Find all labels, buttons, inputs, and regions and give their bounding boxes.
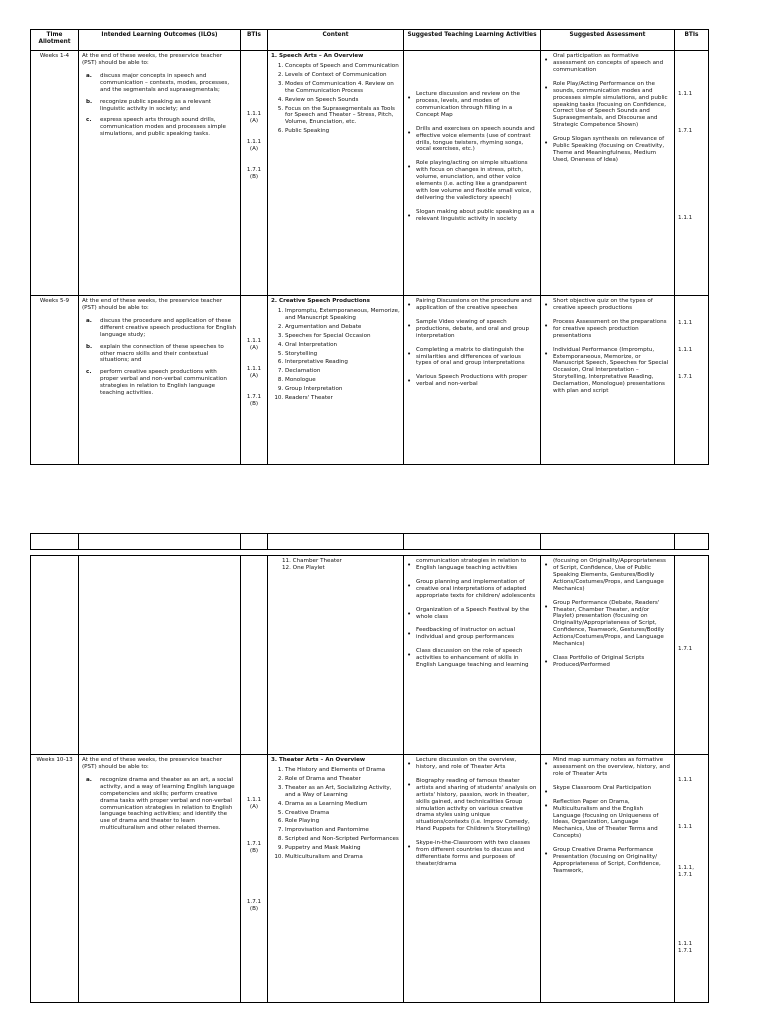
empty-cell: [31, 534, 79, 549]
content-item: 5. Focus on the Suprasegmentals as Tools for Speech and Theater – Stress, Pitch, Volume, Enunciation, etc.: [285, 106, 400, 127]
header-btis-2: BTIs: [675, 30, 708, 51]
content-item: 4. Drama as a Learning Medium: [285, 801, 400, 808]
content-item: 8. Monologue: [285, 377, 400, 384]
empty-cell: [675, 534, 708, 549]
header-btis: BTIs: [241, 30, 268, 51]
activity-item: • communication strategies in relation to English language teaching activities: [407, 558, 537, 572]
content-item: 5. Creative Drama: [285, 810, 400, 817]
bti-code: 1.7.1 (B): [246, 166, 262, 180]
content-item: 3. Modes of Communication 4. Review on the Communication Process: [285, 81, 400, 95]
ilo-item: a. recognize drama and theater as an art, a social activity, and a way of learning English language competencies and skills; perform creative drama tasks with proper verbal and non-verbal communication strategies in relation to English language teaching activities; and identify the use of drama and theater to learn multiculturalism and other related themes.: [86, 776, 235, 832]
header-time: Time Allotment: [31, 30, 79, 51]
assessment-cell: [541, 556, 675, 755]
activity-item: • Lecture discussion and review on the process, levels, and modes of communication through filling in a Concept Map: [407, 91, 537, 119]
empty-cell: [79, 534, 241, 549]
assessment-item: • Class Portfolio of Original Scripts Produced/Performed: [544, 655, 671, 669]
assessment-item: • Oral participation as formative assessment on concepts of speech and communication: [544, 53, 671, 74]
ilo-intro: At the end of these weeks, the preservice teacher (PST) should be able to:: [82, 298, 222, 311]
assessment-item: • Process Assessment on the preparations for creative speech production presentations: [544, 319, 671, 340]
header-activities: Suggested Teaching Learning Activities: [404, 30, 541, 51]
time-allotment: Weeks 5-9: [31, 296, 79, 464]
ilo-cell: [79, 51, 241, 296]
assessment-item: • Role Play/Acting Performance on the sounds, communication modes and processes simple simulations, and public speaking tasks (focusing on Confidence, Correct Use of Speech Sounds and Suprasegmentals, and Discourse and Strategic Competence Shown): [544, 81, 671, 129]
content-title: 3. Theater Arts – An Overview: [271, 757, 366, 763]
bti-code: 1.7.1 (B): [246, 840, 262, 854]
table-header-strip: [30, 533, 709, 550]
bti-cell: [241, 296, 268, 464]
bti-code: 1.1.1 (A): [246, 138, 262, 152]
ilo-item: a. discuss the procedure and application of these different creative speech productions for English language study;: [86, 317, 237, 338]
empty-cell: [241, 556, 268, 755]
time-allotment: Weeks 1-4: [31, 51, 79, 296]
content-item: 12. One Playlet: [282, 564, 325, 571]
content-item: 1. Concepts of Speech and Communication: [285, 63, 400, 70]
activity-item: • Biography reading of famous theater artists and sharing of students' analysis on artists' history, passion, work in theater, skills gained, and technicalities Group simulation activity on various creative drama styles using unique situations/contexts (i.e. Improv Comedy, Hand Puppets for Children's Storytelling): [407, 778, 537, 833]
bti-code: 1.1.1 (A): [246, 365, 262, 379]
bti-cell: [241, 755, 268, 1002]
content-item: 4. Oral Interpretation: [285, 342, 400, 349]
bti-code: 1.1.1: [678, 346, 693, 353]
content-cell: [268, 51, 404, 296]
activity-item: • Role playing/acting on simple situations with focus on changes in stress, pitch, volume, enunciation, and other voice elements (i.e. acting like a grandparent with low volume and flexible small voice, delivering the valedictory speech): [407, 160, 537, 202]
ilo-cell: [79, 296, 241, 464]
empty-cell: [31, 556, 79, 755]
content-item: 7. Improvisation and Pantomime: [285, 827, 400, 834]
content-title: 2. Creative Speech Productions: [271, 298, 370, 304]
ilo-item: b. recognize public speaking as a relevant linguistic activity in society; and: [86, 98, 211, 112]
bti-code: 1.1.1: [678, 91, 693, 97]
bti-code: 1.1.1 1.7.1: [678, 940, 693, 954]
bti-code: 1.7.1: [678, 127, 693, 134]
bti-cell-2: [675, 556, 708, 755]
bti-cell-2: [675, 51, 708, 296]
bti-cell: [241, 51, 268, 296]
bti-code: 1.7.1: [678, 646, 693, 652]
ilo-item: c. perform creative speech productions with proper verbal and non-verbal communication strategies in relation to English language teaching activities.: [86, 369, 227, 397]
activity-item: • Sample Video viewing of speech productions, debate, and oral and group interpretation: [407, 319, 537, 340]
empty-cell: [268, 534, 404, 549]
activity-item: • Class discussion on the role of speech activities to enhancement of skills in English Language teaching and learning: [407, 648, 537, 669]
content-title: 1. Speech Arts – An Overview: [271, 53, 364, 59]
bti-cell-2: [675, 755, 708, 1002]
curriculum-table-page-2: [30, 555, 709, 1003]
assessment-item: • Group Creative Drama Performance Presentation (focusing on Originality/ Appropriateness of Script, Confidence, Teamwork,: [544, 847, 671, 875]
content-item: 8. Scripted and Non-Scripted Performances: [285, 836, 400, 843]
content-item: 6. Role Playing: [285, 818, 400, 825]
bti-code: 1.1.1 (A): [246, 797, 262, 810]
empty-cell: [541, 534, 675, 549]
header-ilos: Intended Learning Outcomes (ILOs): [79, 30, 241, 51]
activity-item: • Feedbacking of instructor on actual individual and group performances: [407, 627, 537, 641]
curriculum-table-page-1: [30, 29, 709, 465]
content-item: 9. Group Interpretation: [285, 386, 400, 393]
content-cell: [268, 296, 404, 464]
bti-code: 1.1.1: [678, 823, 693, 830]
content-item: 9. Puppetry and Mask Making: [285, 845, 400, 852]
assessment-item: • Mind map summary notes as formative assessment on the overview, history, and role of Theater Arts: [544, 757, 671, 778]
assessment-item: • Skype Classroom Oral Participation: [544, 785, 671, 792]
assessment-item: • Reflection Paper on Drama, Multiculturalism and the English Language (focusing on Uniqueness of Ideas, Organization, Language Mechanics, Use of Theater Terms and Concepts): [544, 799, 671, 841]
activity-item: • Various Speech Productions with proper verbal and non-verbal: [407, 374, 537, 388]
content-item: 6. Interpretative Reading: [285, 359, 400, 366]
header-assessment: Suggested Assessment: [541, 30, 675, 51]
content-item: 3. Theater as an Art, Socializing Activity, and a Way of Learning: [285, 785, 400, 799]
content-item: 3. Speeches for Special Occasion: [285, 333, 400, 340]
bti-code: 1.7.1 (B): [246, 393, 262, 407]
content-item: 2. Levels of Context of Communication: [285, 72, 400, 79]
assessment-item: • (focusing on Originality/Appropriateness of Script, Confidence, Use of Public Speaking Elements, Gestures/Bodily Actions/Costumes/Props, and Language Mechanics): [544, 558, 671, 593]
ilo-item: c. express speech arts through sound drills, communication modes and processes simple simulations, and public speaking tasks.: [86, 117, 226, 138]
bti-cell-2: [675, 296, 708, 464]
activity-item: • Skype-in-the-Classroom with two classes from different countries to discuss and differentiate forms and purposes of theater/drama: [407, 840, 537, 868]
content-item: 11. Chamber Theater: [282, 558, 342, 564]
empty-cell: [241, 534, 268, 549]
activity-item: • Organization of a Speech Festival by the whole class: [407, 607, 537, 621]
ilo-item: a. discuss major concepts in speech and communication – contexts, modes, processes, and the segmentals and suprasegmentals;: [86, 72, 230, 93]
content-item: 7. Declamation: [285, 368, 400, 375]
content-item: 10. Readers' Theater: [285, 395, 400, 402]
activity-item: • Drills and exercises on speech sounds and effective voice elements (use of contrast drills, tongue twisters, rhyming songs, vocal exercises, etc.): [407, 126, 537, 154]
content-item: 2. Argumentation and Debate: [285, 324, 400, 331]
bti-code: 1.1.1: [678, 214, 693, 221]
ilo-intro: At the end of these weeks, the preservice teacher (PST) should be able to:: [82, 53, 222, 66]
activity-item: • Group planning and implementation of creative oral interpretations of adapted appropriate texts for children/ adolescents: [407, 579, 537, 600]
activity-item: • Lecture discussion on the overview, history, and role of Theater Arts: [407, 757, 537, 771]
assessment-item: • Short objective quiz on the types of creative speech productions: [544, 298, 671, 312]
activities-cell: [404, 755, 541, 1002]
assessment-item: • Group Slogan synthesis on relevance of Public Speaking (focusing on Creativity, Theme and Meaningfulness, Medium Used, Oneness of Idea): [544, 136, 671, 164]
content-item: 4. Review on Speech Sounds: [285, 97, 400, 104]
activity-item: • Completing a matrix to distinguish the similarities and differences of various types of oral and group interpretations: [407, 347, 537, 368]
bti-code: 1.1.1: [678, 777, 693, 783]
assessment-cell: [541, 51, 675, 296]
time-allotment: Weeks 10-13: [31, 755, 79, 1002]
bti-code: 1.1.1 (A): [246, 111, 262, 124]
content-item: 10. Multiculturalism and Drama: [285, 854, 400, 861]
bti-code: 1.7.1 (B): [246, 898, 262, 912]
content-item: 2. Role of Drama and Theater: [285, 776, 400, 783]
header-content: Content: [268, 30, 404, 51]
bti-code: 1.1.1: [678, 320, 693, 326]
empty-cell: [79, 556, 241, 755]
content-cell: [268, 755, 404, 1002]
activities-cell: [404, 51, 541, 296]
assessment-cell: [541, 296, 675, 464]
activities-cell: [404, 296, 541, 464]
assessment-cell: [541, 755, 675, 1002]
activities-cell: [404, 556, 541, 755]
activity-item: • Pairing Discussions on the procedure and application of the creative speeches: [407, 298, 537, 312]
assessment-item: • Individual Performance (Impromptu, Extemporaneous, Memorize, or Manuscript Speech, Speeches for Special Occasion, Oral Interpretation – Storytelling, Interpretative Reading, Declamation, Monologue) presentations with plan and script: [544, 347, 671, 395]
bti-code: 1.1.1, 1.7.1: [678, 864, 695, 878]
bti-code: 1.7.1: [678, 373, 693, 380]
content-item: 6. Public Speaking: [285, 128, 400, 135]
ilo-cell: [79, 755, 241, 1002]
empty-cell: [404, 534, 541, 549]
bti-code: 1.1.1 (A): [246, 338, 262, 351]
ilo-item: b. explain the connection of these speeches to other macro skills and their contextual situations; and: [86, 343, 224, 364]
content-cell: [268, 556, 404, 755]
content-item: 5. Storytelling: [285, 351, 400, 358]
activity-item: • Slogan making about public speaking as a relevant linguistic activity in society: [407, 209, 537, 223]
content-item: 1. The History and Elements of Drama: [285, 767, 400, 774]
assessment-item: • Group Performance (Debate, Readers' Theater, Chamber Theater, and/or Playlet) presentation (focusing on Originality/Appropriateness of Script, Confidence, Teamwork, Gestures/Bodily Actions/Costumes/Props, and Language Mechanics): [544, 600, 671, 648]
content-item: 1. Impromptu, Extemporaneous, Memorize, and Manuscript Speaking: [285, 308, 400, 322]
ilo-intro: At the end of these weeks, the preservice teacher (PST) should be able to:: [82, 757, 222, 770]
